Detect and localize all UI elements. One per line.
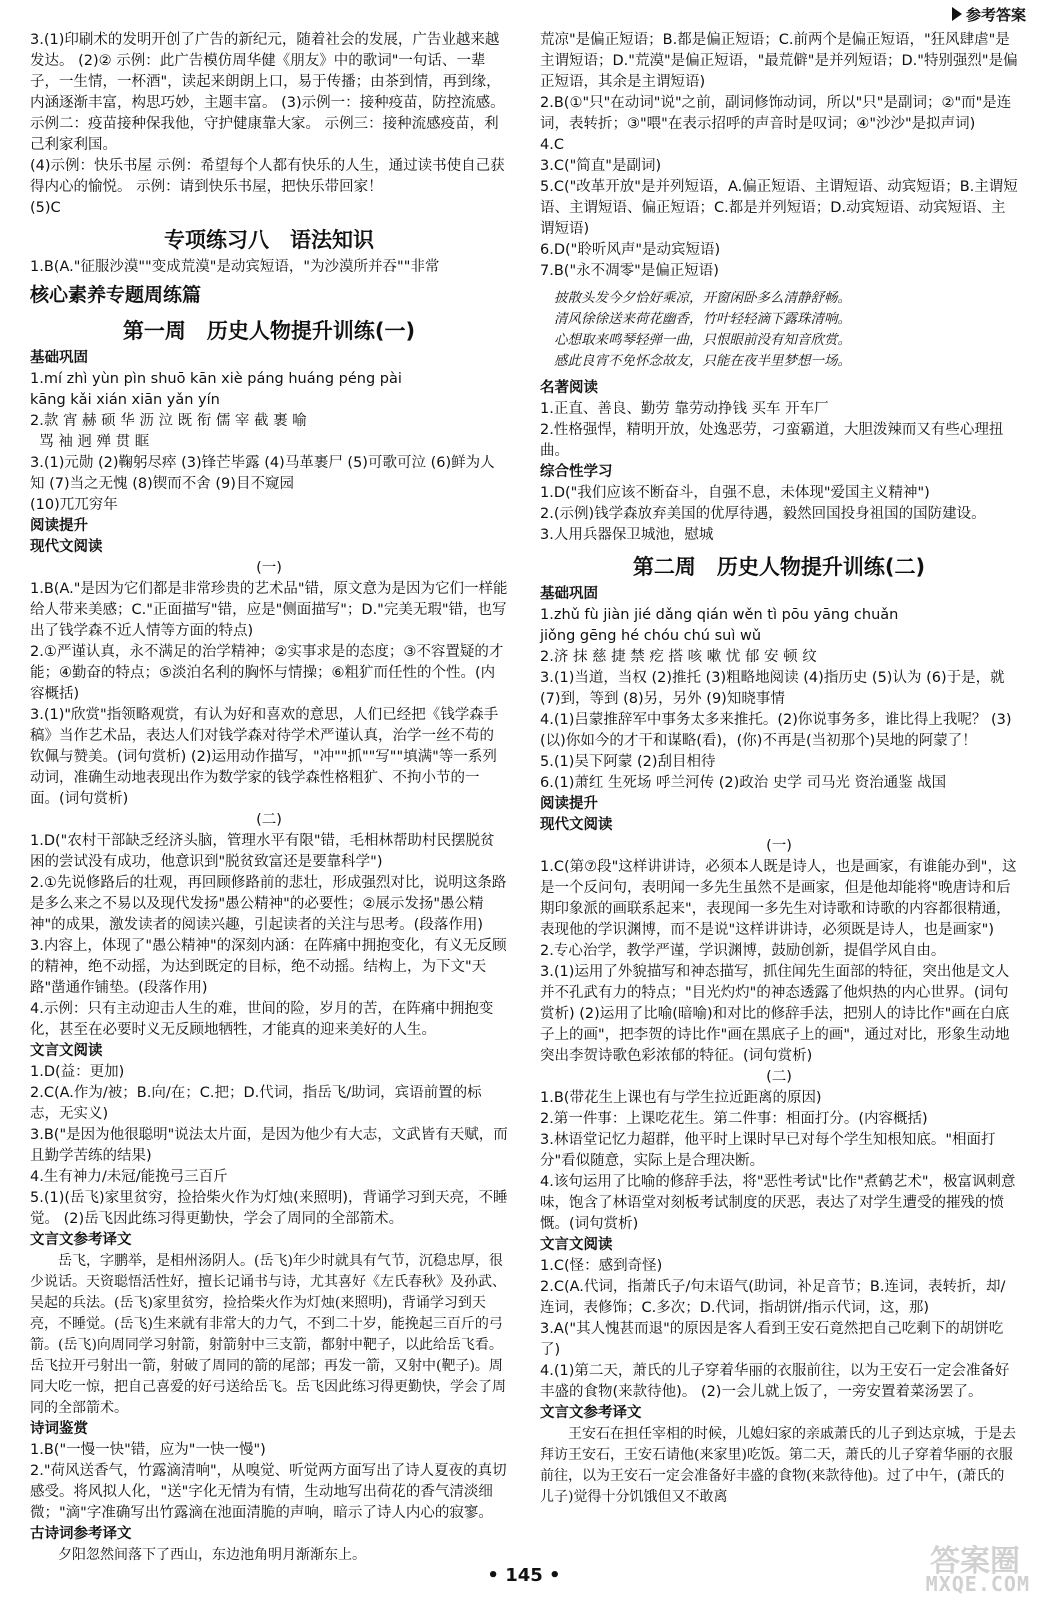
watermark-site-text: MXQE.COM	[925, 1572, 1030, 1596]
week1-poem-ref-heading: 古诗词参考译文	[30, 1526, 132, 1542]
special-practice-title: 专项练习八 语法知识	[164, 228, 374, 252]
week2-part1-label: (一)	[766, 838, 792, 854]
week1-part2-label: (二)	[256, 812, 282, 828]
week1-part2-text: 1.D("农村干部缺乏经济头脑，管理水平有限"错，毛相林帮助村民摆脱贫困的尝试没有成功，他意识到"脱贫致富还是要靠科学") 2.①先说修路后的壮观，再回顾修路前的悲壮，形成强烈对比，说明这条路是多么来之不易以及现代发扬"愚公精神"的必要性；②展示发扬"愚公精神"的成果，激发读者的阅读兴趣，引起读者的关注与思考。(段落作用) 3.内容上，体现了"愚公精神"的深刻内涵：在阵痛中拥抱变化，有义无反顾的精神，绝不动摇，为达到既定的目标，绝不动摇。结构上，为下文"天路"凿通作铺垫。(段落作用) 4.示例：只有主动迎击人生的难，世间的险，岁月的苦，在阵痛中拥抱变化，甚至在必要时义无反顾地牺牲，才能真的迎来美好的人生。	[30, 833, 507, 1038]
week1-part1-label: (一)	[256, 560, 282, 576]
section-tag-label: 参考答案	[965, 6, 1026, 24]
week2-modern-heading: 现代文阅读	[540, 817, 613, 833]
week2-classical-ref-text: 王安石在担任宰相的时候，儿媳妇家的亲戚萧氏的儿子到达京城，于是去拜访王安石，王安石请他(来家里)吃饭。第二天，萧氏的儿子穿着华丽的衣服前往，以为王安石一定会准备好丰盛的食物(来款待他)。过了中午，(萧氏的儿子)觉得十分饥饿但又不敢离	[540, 1426, 1016, 1505]
week1-classical-ref-heading: 文言文参考译文	[30, 1232, 132, 1248]
right-intro-text: 荒凉"是偏正短语；B.都是偏正短语；C.前两个是偏正短语，"狂风肆虐"是主谓短语；D."荒漠"是偏正短语，"最荒僻"是并列短语；D."特别强烈"是偏正短语，其余是主谓短语) 2.B(①"只"在动词"说"之前，副词修饰动词，所以"只"是副词；②"而"是连词，表转折；③"喂"在表示招呼的声音时是叹词；④"沙沙"是拟声词) 4.C 3.C("简直"是副词) 5.C("改革开放"是并列短语，A.偏正短语、主谓短语、动宾短语；B.主谓短语、主谓短语、偏正短语；C.都是并列短语；D.动宾短语、动宾短语、主谓短语) 6.D("聆听风声"是动宾短语) 7.B("永不凋零"是偏正短语)	[540, 32, 1018, 279]
mingzhu-text: 1.正直、善良、勤劳 靠劳动挣钱 买车 开车厂 2.性格强悍，精明开放，处逸恶劳，刁蛮霸道，大胆泼辣而又有些心理扭曲。	[540, 401, 1004, 459]
left-column	[30, 30, 508, 1566]
week1-classical-ref-text: 岳飞，字鹏举，是相州汤阴人。(岳飞)年少时就具有气节，沉稳忠厚，很少说话。天资聪悟活性好，擅长记诵书与诗，尤其喜好《左氏春秋》及孙武、吴起的兵法。(岳飞)家里贫穷，捡拾柴火作为灯烛(来照明)，背诵学习到天亮，不睡觉。(岳飞)生来就有非常大的力气，不到二十岁，能挽起三百斤的弓箭。(岳飞)向周同学习射箭，射箭射中三支箭，都射中靶子，以此给岳飞看。岳飞拉开弓射出一箭，射破了周同的箭的尾部；再发一箭，又射中(靶子)。周同大吃一惊，把自己喜爱的好弓送给岳飞。岳飞因此练习得更勤快，学会了周同的全部箭术。	[30, 1253, 506, 1416]
week2-title: 第二周 历史人物提升训练(二)	[632, 555, 926, 579]
core-section-title: 核心素养专题周练篇	[30, 284, 202, 306]
week1-jichu-heading: 基础巩固	[30, 350, 88, 366]
triangle-marker-icon	[952, 7, 962, 21]
week1-poetry-heading: 诗词鉴赏	[30, 1421, 88, 1437]
watermark-logo	[880, 1536, 1030, 1596]
zonghe-heading: 综合性学习	[540, 464, 613, 480]
week1-classical-text: 1.D(益：更加) 2.C(A.作为/被；B.向/在；C.把；D.代词，指岳飞/助词，宾语前置的标志，无实义) 3.B("是因为他很聪明"说法太片面，是因为他少有大志，文武皆有天赋，而且勤学苦练的结果) 4.生有神力/未冠/能挽弓三百斤 5.(1)(岳飞)家里贫穷，捡拾柴火作为灯烛(来照明)，背诵学习到天亮，不睡觉。 (2)岳飞因此练习得更勤快，学会了周同的全部箭术。	[30, 1064, 508, 1227]
week2-classical-text: 1.C(怪：感到奇怪) 2.C(A.代词，指萧氏子/句末语气(助词，补足音节；B.连词，表转折，却/连词，表修饰；C.多次；D.代词，指胡饼/指示代词，这，那) 3.A("其人愧甚而退"的原因是客人看到王安石竟然把自己吃剩下的胡饼吃了) 4.(1)第二天，萧氏的儿子穿着华丽的衣服前往，以为王安石一定会准备好丰盛的食物(来款待他)。 (2)一会儿就上饭了，一旁安置着菜汤罢了。	[540, 1258, 1010, 1400]
week1-jichu-text: 1.mí zhì yùn pìn shuō kān xiè páng huáng péng pài kāng kǎi xián xiān yǎn yín 2.款 宵 赫 硕 华 沥 泣 既 衔 儒 宰 截 裹 喻 骂 袖 迥 殚 贯 眶 3.(1)元勋 (2)鞠躬尽瘁 (3)锋芒毕露 (4)马革裹尸 (5)可歌可泣 (6)鲜为人知 (7)当之无愧 (8)锲而不舍 (9)目不窥园 (10)兀兀穷年	[30, 371, 495, 513]
week1-yuedu-heading: 阅读提升	[30, 518, 88, 534]
week2-classical-ref-heading: 文言文参考译文	[540, 1405, 642, 1421]
week2-part1-text: 1.C(第⑦段"这样讲讲诗，必须本人既是诗人，也是画家，有谁能办到"，这是一个反问句，表明闻一多先生虽然不是画家，但是他却能将"晚唐诗和后期印象派的画联系起来"，表现闻一多先生对诗歌和诗歌的内容都很精通，表现他的学识渊博，而不是说"这样讲讲诗，必须既是诗人，也是画家") 2.专心治学，教学严谨，学识渊博，鼓励创新，提倡学风自由。 3.(1)运用了外貌描写和神态描写，抓住闻先生面部的特征，突出他是文人并不孔武有力的特点；"目光灼灼"的神态透露了他炽热的内心世界。(词句赏析) (2)运用了比喻(暗喻)和对比的修辞手法，把别人的诗比作"画在白底子上的画"，把李贺的诗比作"画在黑底子上的画"，通过对比，形象生动地突出李贺诗歌色彩浓郁的特征。(词句赏析)	[540, 859, 1017, 1064]
week2-yuedu-heading: 阅读提升	[540, 796, 598, 812]
mingzhu-heading: 名著阅读	[540, 380, 598, 396]
left-intro-text: 3.(1)印刷术的发明开创了广告的新纪元，随着社会的发展，广告业越来越发达。 (2)② 示例：此广告模仿周华健《朋友》中的歌词"一句话、一辈子，一生情，一杯酒"，读起来朗朗上口，易于传播；由茶到情，再到缘，内涵逐渐丰富，构思巧妙，主题丰富。 (3)示例一：接种疫苗，防控流感。 示例二：疫苗接种保我他，守护健康靠大家。 示例三：接种流感疫苗，利己利家利国。 (4)示例：快乐书屋 示例：希望每个人都有快乐的人生，通过读书使自己获得内心的愉悦。 示例：请到快乐书屋，把快乐带回家！ (5)C	[30, 32, 505, 216]
week1-classical-heading: 文言文阅读	[30, 1043, 103, 1059]
week2-classical-heading: 文言文阅读	[540, 1237, 613, 1253]
week2-part2-label: (二)	[766, 1069, 792, 1085]
week2-part2-text: 1.B(带花生上课也有与学生拉近距离的原因) 2.第一件事：上课吃花生。第二件事：相面打分。(内容概括) 3.林语堂记忆力超群，他平时上课时早已对每个学生知根知底。"相面打分"看似随意，实际上是合理决断。 4.该句运用了比喻的修辞手法，将"恶性考试"比作"煮鹤艺术"，极富讽刺意味，饱含了林语堂对刻板考试制度的厌恶，表达了对学生遭受的摧残的愤慨。(词句赏析)	[540, 1090, 1016, 1232]
week1-title: 第一周 历史人物提升训练(一)	[122, 319, 416, 343]
section-tag	[952, 4, 1026, 25]
right-column	[540, 30, 1018, 1508]
special-practice-text: 1.B(A."征服沙漠""变成荒漠"是动宾短语，"为沙漠所并吞""非常	[30, 259, 440, 275]
week1-poem-ref-text: 夕阳忽然间落下了西山，东边池角明月渐渐东上。	[58, 1547, 366, 1563]
zonghe-text: 1.D("我们应该不断奋斗，自强不息，未体现"爱国主义精神") 2.(示例)钱学森放弃美国的优厚待遇，毅然回国投身祖国的国防建设。 3.人用兵器保卫城池，慰城	[540, 485, 986, 543]
page-number: • 145 •	[487, 1565, 561, 1586]
week1-modern-heading: 现代文阅读	[30, 539, 103, 555]
week1-poetry-text: 1.B("一慢一快"错，应为"一快一慢") 2."荷风送香气，竹露滴清响"，从嗅觉、听觉两方面写出了诗人夏夜的真切感受。将风拟人化，"送"字化无情为有情，生动地写出荷花的香气清淡细微；"滴"字准确写出竹露滴在池面清脆的声响，暗示了诗人内心的寂寥。	[30, 1442, 507, 1521]
page-number-value: 145	[505, 1565, 543, 1586]
watermark-logo-text: 答案圈	[930, 1544, 1020, 1579]
week2-jichu-heading: 基础巩固	[540, 586, 598, 602]
week1-part1-text: 1.B(A."是因为它们都是非常珍贵的艺术品"错，原文意为是因为它们一样能给人带来美感；C."正面描写"错，应是"侧面描写"；D."完美无瑕"错，也写出了钱学森不近人情等方面的特点) 2.①严谨认真，永不满足的治学精神；②实事求是的态度；③不容置疑的才能；④勤奋的特点；⑤淡泊名利的胸怀与情操；⑥粗犷而任性的个性。(内容概括) 3.(1)"欣赏"指领略观赏，有认为好和喜欢的意思，人们已经把《钱学森手稿》当作艺术品，表达人们对钱学森对待学术严谨认真，治学一丝不苟的钦佩与赞美。(词句赏析) (2)运用动作描写，"冲""抓""写""填满"等一系列动词，准确生动地表现出作为数学家的钱学森性格粗犷、不拘小节的一面。(词句赏析)	[30, 581, 508, 807]
week2-jichu-text: 1.zhǔ fù jiàn jié dǎng qián wěn tì pōu yāng chuǎn jiǒng gēng hé chóu chú suì wǔ 2.济 抹 慈 捷 禁 疙 搭 咳 嗽 忧 郁 安 顿 纹 3.(1)当道，当权 (2)推托 (3)粗略地阅读 (4)指历史 (5)认为 (6)于是，就 (7)到，等到 (8)另，另外 (9)知晓事情 4.(1)吕蒙推辞军中事务太多来推托。(2)你说事务多，谁比得上我呢？ (3)(以)你如今的才干和谋略(看)，(你)不再是(当初那个)吴地的阿蒙了！ 5.(1)吴下阿蒙 (2)刮目相待 6.(1)萧红 生死场 呼兰河传 (2)政治 史学 司马光 资治通鉴 战国	[540, 607, 1012, 791]
poem-translation: 披散头发今夕恰好乘凉，开窗闲卧多么清静舒畅。 清风徐徐送来荷花幽香，竹叶轻轻滴下露珠清响。 心想取来鸣琴轻弹一曲，只恨眼前没有知音欣赏。 感此良宵不免怀念故友，只能在夜半里梦想一场。	[554, 290, 851, 369]
